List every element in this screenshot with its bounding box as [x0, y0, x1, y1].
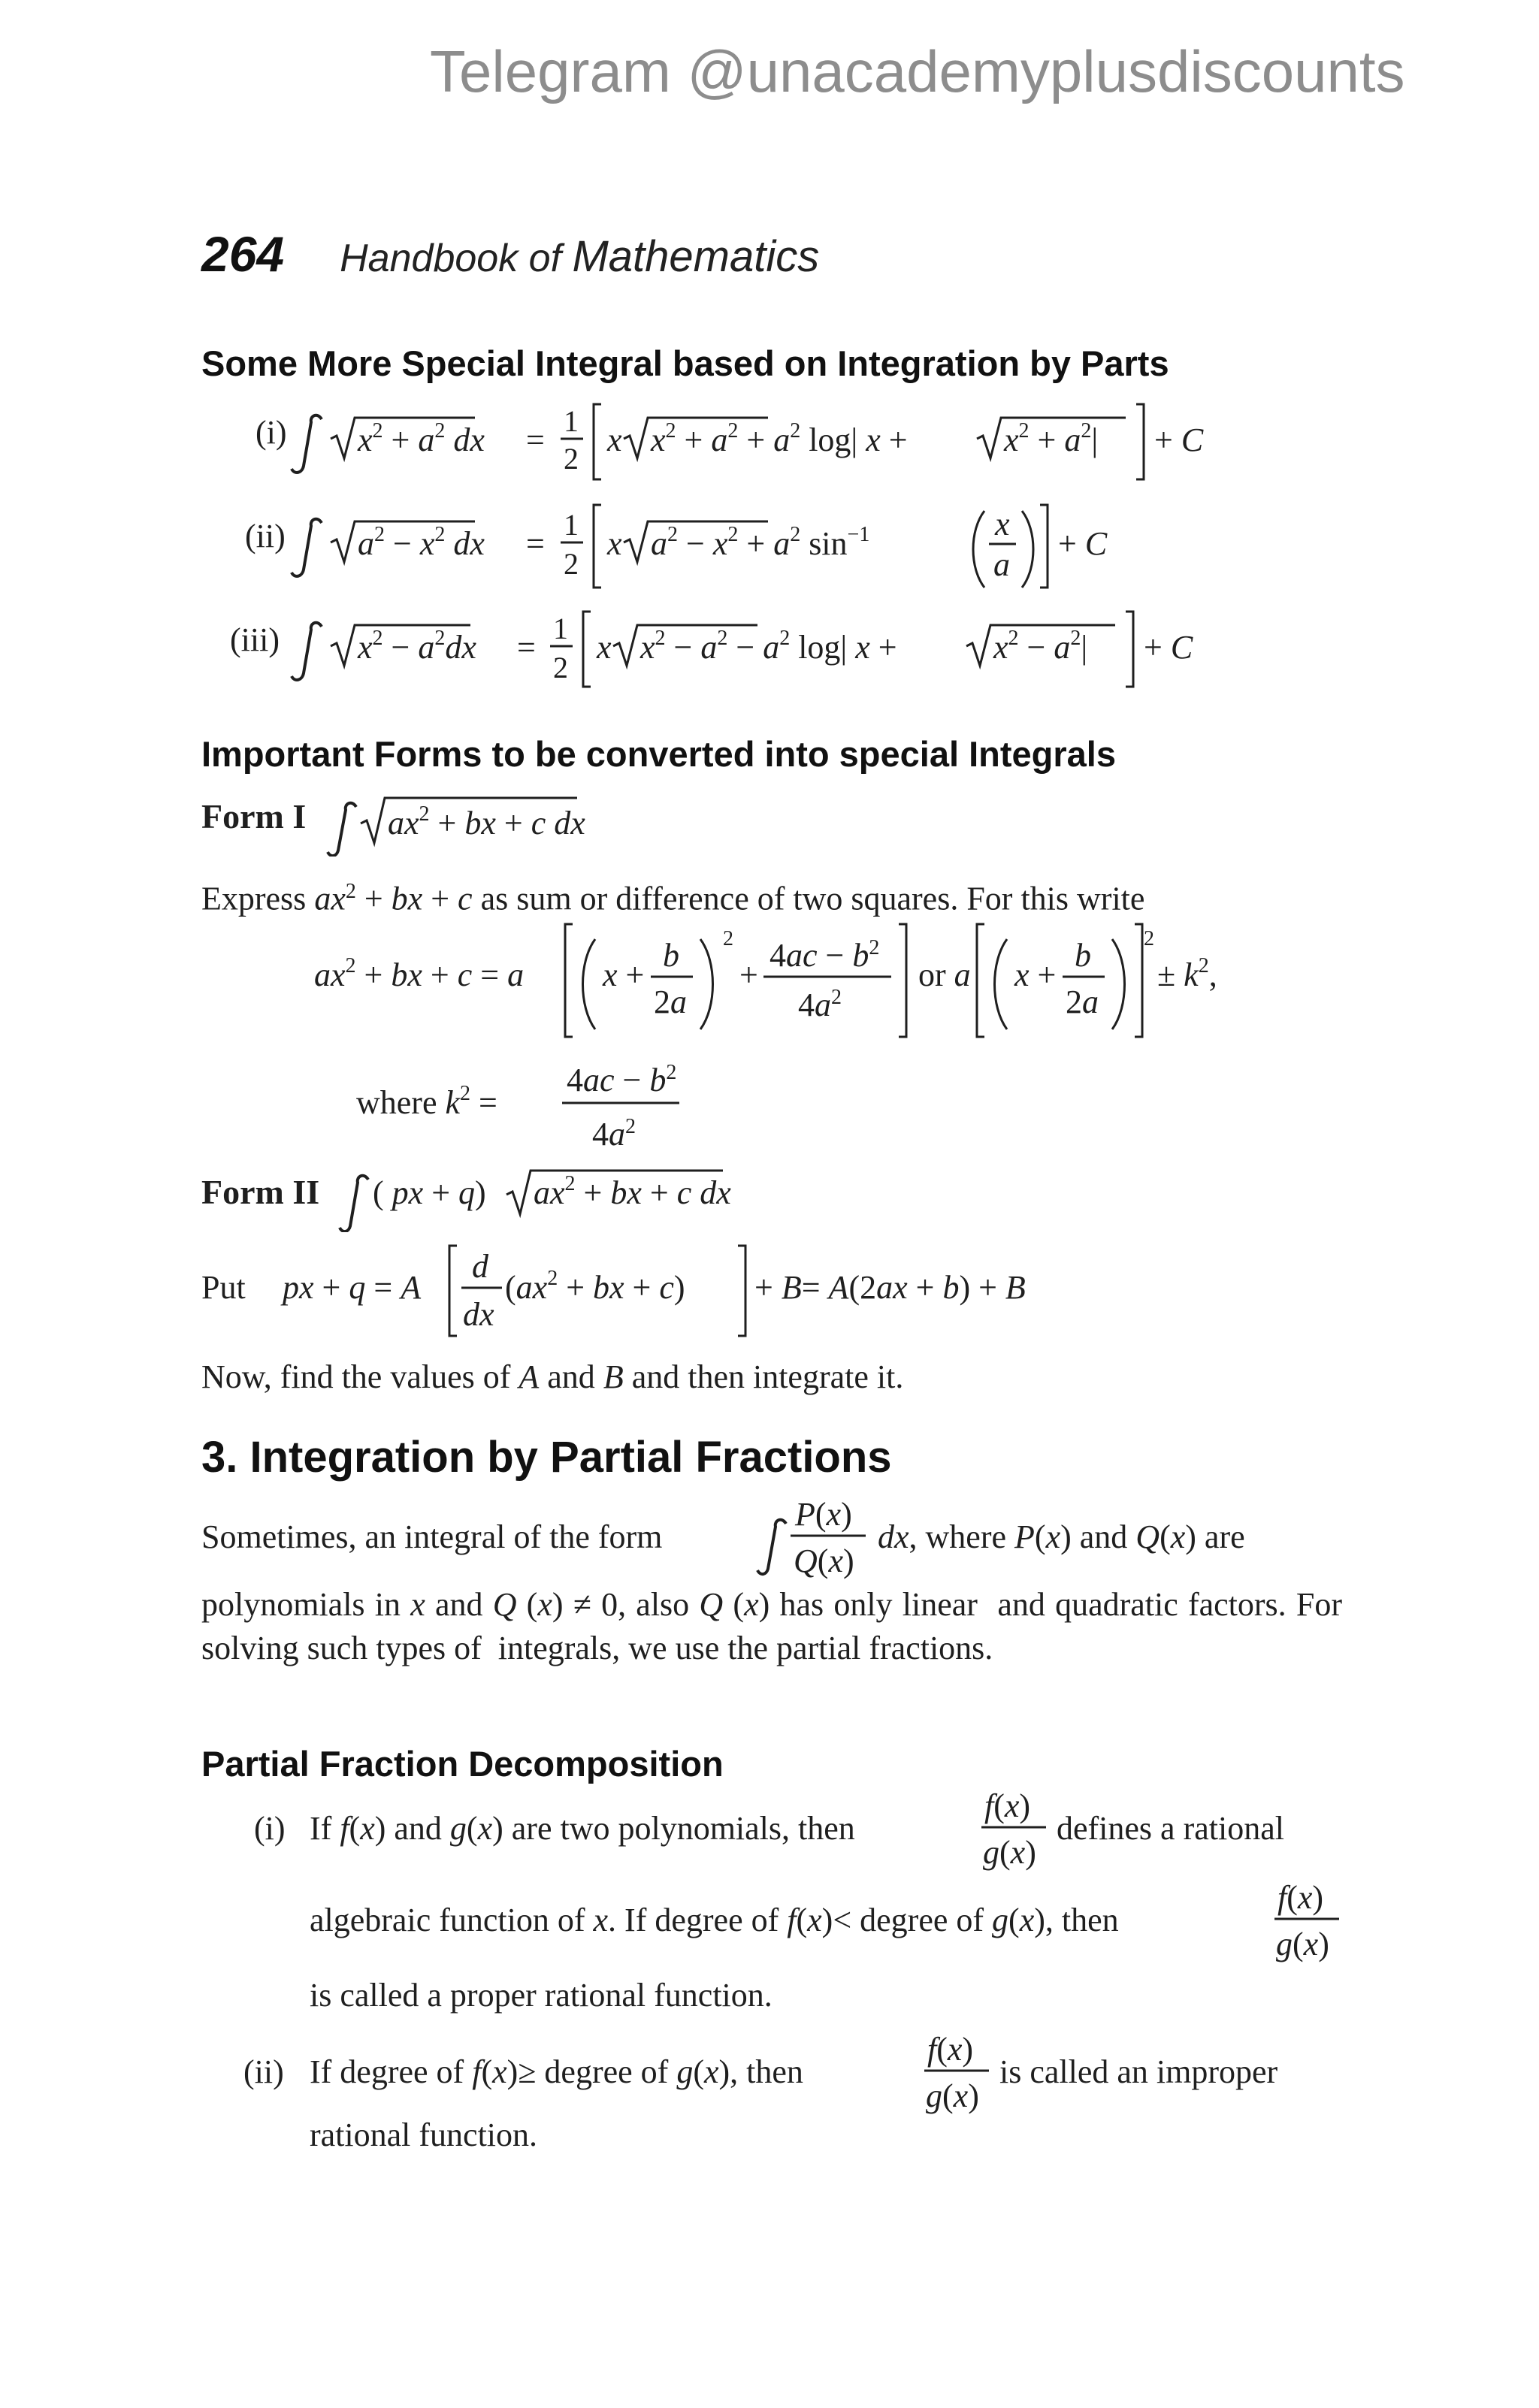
section-heading-forms: Important Forms to be converted into special Integrals	[201, 734, 1116, 774]
left-bracket-icon	[565, 924, 573, 1037]
svg-text:1: 1	[564, 404, 579, 438]
svg-text:g(x): g(x)	[983, 1834, 1036, 1871]
svg-text:f(x): f(x)	[927, 2031, 974, 2068]
decomposition-item-i	[254, 1787, 1339, 2014]
svg-text:is called a proper rational fu: is called a proper rational function.	[310, 1977, 773, 2014]
svg-text:P(x): P(x)	[795, 1496, 852, 1533]
svg-text:rational function.: rational function.	[310, 2116, 538, 2153]
left-bracket-icon	[594, 404, 601, 479]
svg-text:dx, where P(x) and Q(x) are: dx, where P(x) and Q(x) are	[878, 1518, 1245, 1555]
svg-text:f(x): f(x)	[1277, 1879, 1324, 1916]
svg-text:is called an improper: is called an improper	[999, 2053, 1278, 2090]
integral-sign-icon	[328, 803, 356, 856]
svg-text:+ C: + C	[1058, 525, 1108, 562]
svg-text:2a: 2a	[654, 983, 687, 1020]
svg-text:If degree of f(x)≥ degree of g: If degree of f(x)≥ degree of g(x), then	[310, 2053, 803, 2090]
svg-text:2: 2	[553, 651, 568, 684]
form1-equation	[308, 917, 1285, 1044]
svg-text:f(x): f(x)	[984, 1787, 1031, 1824]
svg-text:x2 − a2dx: $x^2 - a^2dx$	[358, 627, 476, 666]
running-header	[201, 225, 819, 282]
svg-text:=: =	[526, 525, 545, 562]
item-label-i: (i)	[254, 1810, 286, 1847]
svg-text:2: 2	[723, 927, 733, 950]
section-heading-decomposition: Partial Fraction Decomposition	[201, 1744, 724, 1784]
integral-sign-icon	[292, 519, 322, 576]
integral-sign-icon	[757, 1520, 786, 1574]
form1-where	[346, 1052, 721, 1157]
svg-text:Put: Put	[201, 1269, 246, 1306]
right-bracket-icon	[1126, 612, 1133, 687]
book-title	[340, 232, 820, 281]
svg-text:+ B= A(2ax + b) + B: + B= A(2ax + b) + B	[754, 1269, 1026, 1306]
formula-parts-iii	[230, 612, 1193, 687]
left-bracket-icon	[583, 612, 591, 687]
svg-text:g(x): g(x)	[926, 2077, 979, 2114]
svg-text:x: x	[607, 525, 622, 562]
integral-sign-icon	[292, 415, 322, 473]
decomposition-item-ii	[243, 2031, 1278, 2153]
svg-text:4ac − b2: $4ac - b^2$	[567, 1061, 677, 1098]
svg-text:x2 − a2 − a2 log| x +: $x^2 - a^2 - a^2$ log| x +	[640, 627, 897, 666]
svg-text:x2 + a2|: $x^2 + a^2|$	[1004, 419, 1099, 458]
form2-after-text: Now, find the values of A and B and then integrate it.	[201, 1358, 904, 1395]
svg-text:± k2,: ± $k^2$,	[1157, 954, 1217, 993]
svg-text:2: 2	[1144, 927, 1154, 950]
svg-text:ax2 + bx + c dx: $ax^2$ + bx + c dx	[534, 1172, 731, 1211]
svg-text:1: 1	[553, 612, 568, 645]
formula-label-i: (i)	[255, 414, 287, 451]
svg-text:b: b	[663, 937, 679, 974]
formula-parts-ii	[245, 505, 1108, 588]
right-bracket-icon	[738, 1246, 745, 1336]
svg-text:px + q = A: px + q = A	[283, 1269, 422, 1306]
watermark: Telegram @unacademyplusdiscounts	[430, 38, 1405, 104]
right-bracket-icon	[1135, 924, 1142, 1037]
svg-text:If f(x) and g(x) are two polyn: If f(x) and g(x) are two polynomials, then	[310, 1810, 855, 1847]
svg-text:x: x	[607, 421, 622, 458]
svg-text:2: 2	[564, 442, 579, 476]
page-number: 264	[201, 226, 285, 282]
svg-text:+ C: + C	[1144, 629, 1193, 666]
svg-text:x2 − a2|: $x^2 - a^2|$	[993, 627, 1088, 666]
svg-text:b: b	[1075, 937, 1091, 974]
svg-text:4a2: $4a^2$	[798, 986, 842, 1023]
svg-text:a2 − x2 + a2 sin−1: $a^2 - x^2 + a^2$ $\sin^{-1}$	[651, 523, 870, 562]
svg-text:2: 2	[564, 547, 579, 581]
svg-text:algebraic function of x. If de: algebraic function of x. If degree of f(x)< degree of g(x), then	[310, 1902, 1119, 1938]
svg-text:ax2 + bx + c = a: $ax^2$ + bx + c = a	[314, 954, 525, 993]
svg-text:2a: 2a	[1066, 983, 1099, 1020]
svg-text:x: x	[597, 629, 612, 666]
book-title-subject: Mathematics	[572, 232, 820, 281]
section3-para-line1	[201, 1491, 1344, 1581]
integral-sign-icon	[292, 623, 322, 680]
right-bracket-icon	[1136, 404, 1144, 479]
svg-text:a2 − x2 dx: $a^2 - x^2$ dx	[358, 523, 485, 562]
svg-text:Q(x): Q(x)	[794, 1542, 854, 1579]
section3-para-rest: polynomials in x and Q (x) ≠ 0, also Q (x) has only linear and quadratic factors. For solving such types of integrals, we use the partial fractions.	[201, 1586, 1343, 1666]
svg-text:where k2 =: where $k^2$ =	[356, 1082, 497, 1121]
formula-parts-i	[255, 404, 1204, 479]
svg-text:=: =	[526, 421, 545, 458]
svg-text:x: x	[995, 506, 1010, 542]
svg-text:+: +	[739, 956, 758, 993]
svg-text:Form II: Form II	[201, 1173, 320, 1211]
svg-text:4ac − b2: $4ac - b^2$	[770, 936, 880, 974]
book-title-prefix: Handbook of	[340, 237, 573, 280]
svg-text:(ax2 + bx + c): ($ax^2$ + bx + c)	[505, 1267, 685, 1306]
svg-text:x +: x +	[603, 956, 645, 993]
formula-label-ii: (ii)	[245, 518, 286, 554]
svg-text:Form I: Form I	[201, 797, 307, 835]
svg-text:1: 1	[564, 508, 579, 542]
svg-text:dx: dx	[463, 1296, 494, 1333]
right-bracket-icon	[899, 924, 906, 1037]
item-label-ii: (ii)	[243, 2053, 284, 2090]
form1-line	[201, 781, 652, 857]
svg-text:4a2: $4a^2$	[592, 1115, 636, 1153]
svg-text:=: =	[517, 629, 536, 666]
integral-sign-icon	[340, 1176, 368, 1231]
svg-text:x2 + a2 dx: $x^2 + a^2$ dx	[358, 419, 485, 458]
left-bracket-icon	[449, 1246, 457, 1336]
svg-text:x2 + a2 + a2 log| x +: $x^2 + a^2 + a^2$ log| x +	[651, 419, 908, 458]
section-heading-parts: Some More Special Integral based on Integration by Parts	[201, 343, 1169, 383]
left-bracket-icon	[594, 505, 601, 588]
form2-put	[201, 1238, 1133, 1343]
svg-text:a: a	[993, 546, 1010, 583]
svg-text:or a: or a	[918, 956, 971, 993]
svg-text:defines a rational: defines a rational	[1057, 1810, 1284, 1847]
svg-text:( px + q): ( px + q)	[373, 1174, 486, 1211]
svg-text:g(x): g(x)	[1276, 1926, 1329, 1962]
left-bracket-icon	[977, 924, 984, 1037]
svg-text:d: d	[472, 1248, 488, 1285]
svg-text:+ C: + C	[1154, 421, 1204, 458]
decomposition-list	[240, 1782, 1353, 2158]
right-bracket-icon	[1040, 505, 1048, 588]
form1-instruction: Express $ax^2$ + bx + c as sum or difference of two squares. For this write	[201, 880, 1145, 917]
svg-text:Sometimes, an integral of the: Sometimes, an integral of the form	[201, 1518, 663, 1555]
formula-label-iii: (iii)	[230, 621, 280, 658]
form2-line	[201, 1157, 803, 1232]
svg-text:ax2 + bx + c dx: $ax^2$ + bx + c dx	[388, 802, 585, 841]
parts-formulas	[225, 397, 1232, 690]
section-heading-partial-fractions: 3. Integration by Partial Fractions	[201, 1433, 892, 1482]
svg-text:x +: x +	[1014, 956, 1057, 993]
